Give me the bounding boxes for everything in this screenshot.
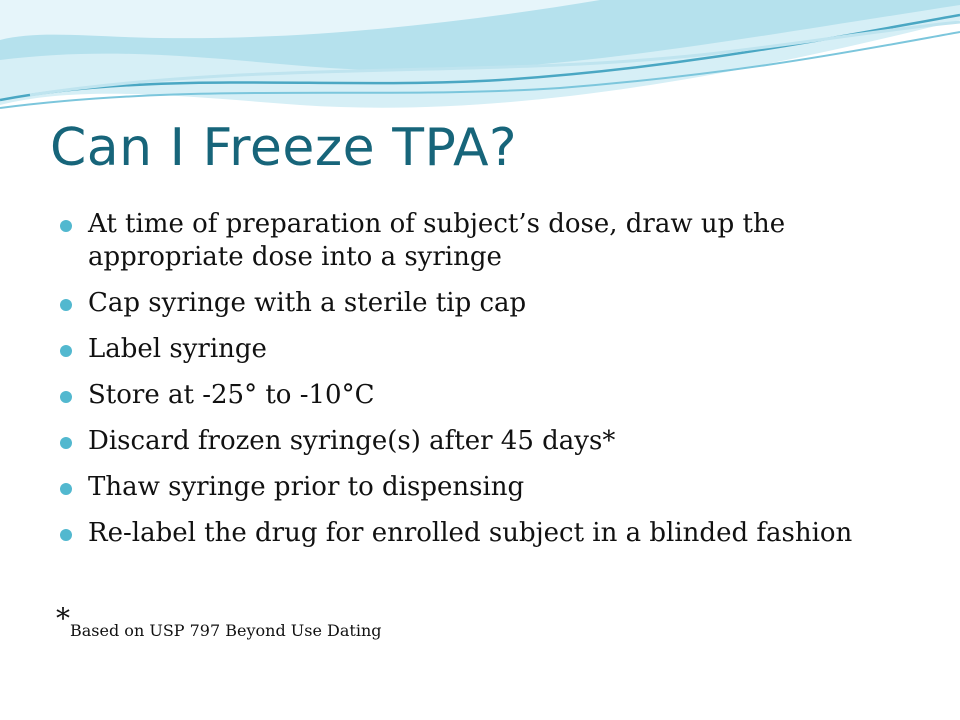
bullet-item	[60, 287, 910, 320]
bullet-dot-icon	[60, 529, 72, 541]
bullet-dot-icon	[60, 391, 72, 403]
bullet-text: Store at -25° to -10°C	[88, 380, 375, 410]
bullet-dot-icon	[60, 220, 72, 232]
bullet-dot-icon	[60, 299, 72, 311]
bullet-item	[60, 517, 910, 550]
bullet-text: Label syringe	[88, 334, 267, 364]
bullet-item	[60, 208, 910, 274]
bullet-dot-icon	[60, 483, 72, 495]
bullet-item	[60, 379, 910, 412]
bullet-text: Cap syringe with a sterile tip cap	[88, 288, 527, 318]
bullet-text: Thaw syringe prior to dispensing	[88, 472, 525, 502]
footnote	[56, 602, 382, 640]
footnote-text: Based on USP 797 Beyond Use Dating	[70, 621, 382, 640]
bullet-item	[60, 333, 910, 366]
bullet-item	[60, 425, 910, 458]
footnote-marker: *	[56, 602, 70, 635]
bullet-text: Discard frozen syringe(s) after 45 days*	[88, 426, 616, 456]
slide-title: Can I Freeze TPA?	[50, 118, 518, 178]
bullet-list	[60, 208, 910, 563]
bullet-text: At time of preparation of subject’s dose, draw up the appropriate dose into a syringe	[88, 209, 786, 272]
bullet-dot-icon	[60, 437, 72, 449]
bullet-item	[60, 471, 910, 504]
bullet-dot-icon	[60, 345, 72, 357]
bullet-text: Re-label the drug for enrolled subject in a blinded fashion	[88, 518, 853, 548]
